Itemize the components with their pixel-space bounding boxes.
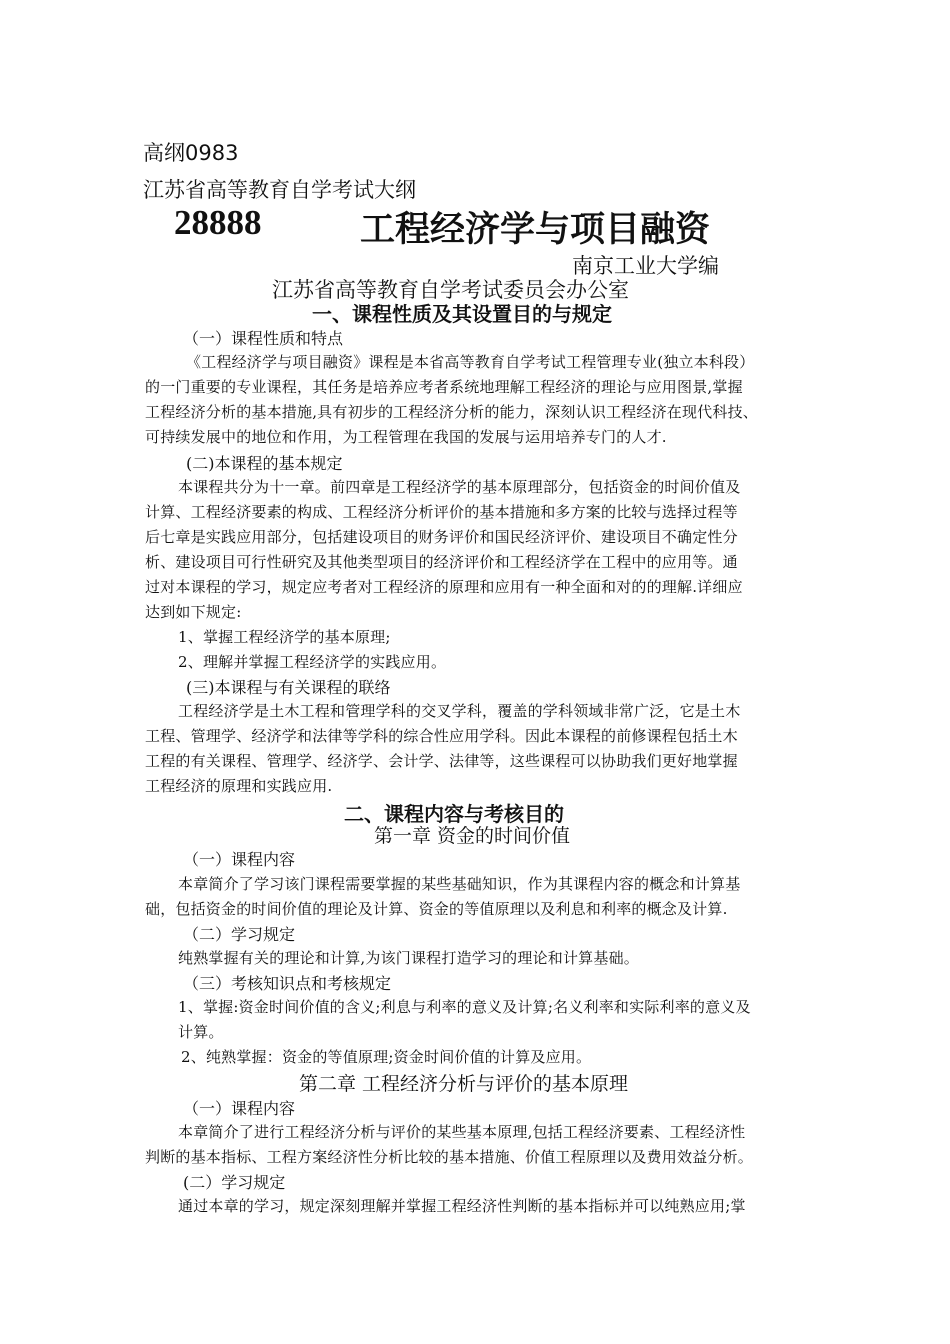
- section-title: 一、课程性质及其设置目的与规定: [312, 302, 612, 326]
- paragraph-line: 析、建设项目可行性研究及其他类型项目的经济评价和工程经济学在工程中的应用等。通: [145, 553, 738, 571]
- paragraph-line: 《工程经济学与项目融资》课程是本省高等教育自学考试工程管理专业(独立本科段）: [186, 353, 755, 371]
- chapter-title: 第一章 资金的时间价值: [374, 825, 571, 847]
- section-title: 二、课程内容与考核目的: [344, 802, 564, 826]
- subsection-heading: （一）课程性质和特点: [183, 329, 344, 348]
- paragraph-line: 工程经济学是土木工程和管理学科的交叉学科，覆盖的学科领域非常广泛，它是土木: [178, 702, 741, 720]
- list-item: 2、理解并掌握工程经济学的实践应用。: [178, 653, 447, 671]
- paragraph-line: 过对本课程的学习，规定应考者对工程经济的原理和应用有一种全面和对的的理解.详细应: [145, 578, 743, 596]
- paragraph-line: 工程经济分析的基本措施,具有初步的工程经济分析的能力，深刻认识工程经济在现代科技、: [145, 403, 758, 421]
- paragraph-line: 通过本章的学习，规定深刻理解并掌握工程经济性判断的基本指标并可以纯熟应用;掌: [178, 1197, 746, 1215]
- editor-line: 南京工业大学编: [572, 254, 719, 278]
- outline-title: 江苏省高等教育自学考试大纲: [143, 178, 416, 202]
- paragraph-line: 工程的有关课程、管理学、经济学、会计学、法律等，这些课程可以协助我们更好地掌握: [145, 752, 738, 770]
- course-name: 工程经济学与项目融资: [360, 210, 711, 250]
- subsection-heading: (二)本课程的基本规定: [186, 454, 343, 473]
- paragraph-line: 后七章是实践应用部分，包括建设项目的财务评价和国民经济评价、建设项目不确定性分: [145, 528, 738, 546]
- paragraph-line: 的一门重要的专业课程，其任务是培养应考者系统地理解工程经济的理论与应用图景,掌握: [145, 378, 743, 396]
- paragraph-line: 本课程共分为十一章。前四章是工程经济学的基本原理部分，包括资金的时间价值及: [178, 478, 741, 496]
- document-code: 高纲0983: [143, 141, 239, 165]
- paragraph-line: 判断的基本指标、工程方案经济性分析比较的基本措施、价值工程原理以及费用效益分析。: [145, 1148, 754, 1166]
- subsection-heading: (二）学习规定: [183, 1173, 286, 1192]
- paragraph-line: 础，包括资金的时间价值的理论及计算、资金的等值原理以及利息和利率的概念及计算.: [145, 900, 728, 918]
- paragraph-line: 可持续发展中的地位和作用，为工程管理在我国的发展与运用培养专门的人才.: [145, 428, 667, 446]
- issuer-line: 江苏省高等教育自学考试委员会办公室: [272, 278, 629, 302]
- chapter-title: 第二章 工程经济分析与评价的基本原理: [299, 1073, 629, 1095]
- subsection-heading: （一）课程内容: [183, 1099, 296, 1118]
- course-code: 28888: [174, 203, 262, 242]
- paragraph-line: 纯熟掌握有关的理论和计算,为该门课程打造学习的理论和计算基础。: [178, 949, 639, 967]
- subsection-heading: （一）课程内容: [183, 850, 296, 869]
- paragraph-line: 达到如下规定:: [145, 603, 242, 621]
- subsection-heading: （三）考核知识点和考核规定: [183, 974, 392, 993]
- paragraph-line: 本章简介了学习该门课程需要掌握的某些基础知识，作为其课程内容的概念和计算基: [178, 875, 741, 893]
- paragraph-line: 计算。: [178, 1023, 224, 1041]
- paragraph-line: 工程经济的原理和实践应用.: [145, 777, 333, 795]
- paragraph-line: 计算、工程经济要素的构成、工程经济分析评价的基本措施和多方案的比较与选择过程等: [145, 503, 738, 521]
- paragraph-line: 2、纯熟掌握：资金的等值原理;资金时间价值的计算及应用。: [181, 1048, 592, 1066]
- list-item: 1、掌握工程经济学的基本原理;: [178, 628, 391, 646]
- paragraph-line: 工程、管理学、经济学和法律等学科的综合性应用学科。因此本课程的前修课程包括土木: [145, 727, 738, 745]
- subsection-heading: (三)本课程与有关课程的联络: [186, 678, 391, 697]
- paragraph-line: 1、掌握:资金时间价值的含义;利息与利率的意义及计算;名义利率和实际利率的意义及: [178, 998, 751, 1016]
- paragraph-line: 本章简介了进行工程经济分析与评价的某些基本原理,包括工程经济要素、工程经济性: [178, 1123, 746, 1141]
- subsection-heading: （二）学习规定: [183, 925, 296, 944]
